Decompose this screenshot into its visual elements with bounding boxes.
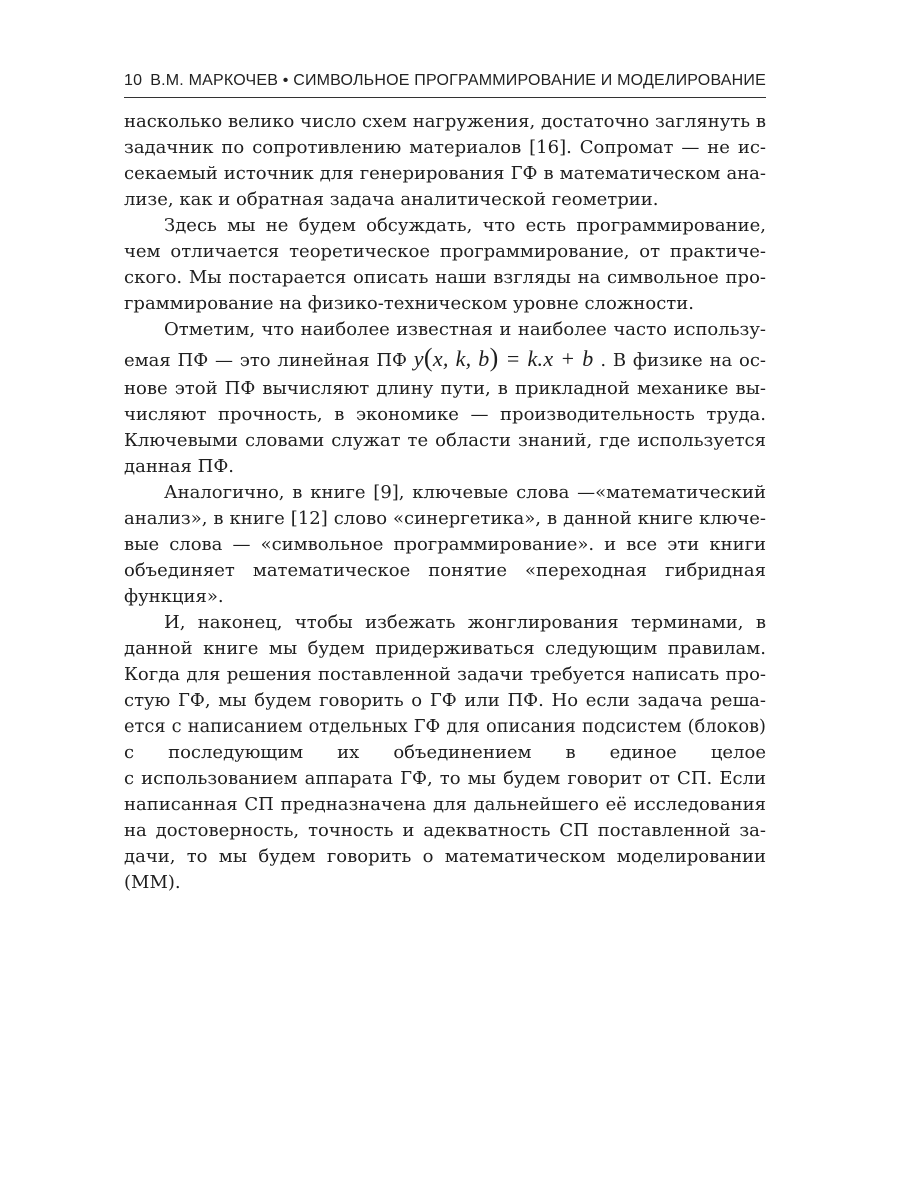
page-number: 10 xyxy=(124,72,143,89)
paragraph-3 xyxy=(124,317,766,480)
text-line: функция». xyxy=(124,586,224,607)
formula-args: x, k, b xyxy=(432,346,490,371)
formula-paren-close: ) xyxy=(489,343,499,372)
text-line: с использованием аппарата ГФ, то мы будем говорит от СП. Если xyxy=(124,768,766,789)
text-line: написанная СП предназначена для дальнейшего её исследования xyxy=(124,794,766,815)
text-line: насколько велико число схем нагружения, достаточно заглянуть в xyxy=(124,111,766,132)
text-line: данная ПФ. xyxy=(124,456,234,477)
formula-lhs: y xyxy=(413,346,424,371)
text-line: нове этой ПФ вычисляют длину пути, в прикладной механике вы- xyxy=(124,378,766,399)
text-line-with-formula xyxy=(124,343,766,376)
text-line: объединяет математическое понятие «переходная гибридная xyxy=(124,560,766,581)
text-line: вые слова — «символьное программирование». и все эти книги xyxy=(124,534,766,555)
linear-function-formula xyxy=(413,343,594,372)
text-line: с последующим их объединением в единое целое xyxy=(124,742,766,763)
text-line: на достоверность, точность и адекватность СП поставленной за- xyxy=(124,820,766,841)
text-line: секаемый источник для генерирования ГФ в математическом ана- xyxy=(124,163,766,184)
header-rule xyxy=(124,97,766,98)
text-line: анализ», в книге [12] слово «синергетика», в данной книге ключе- xyxy=(124,508,766,529)
text-line: Когда для решения поставленной задачи требуется написать про- xyxy=(124,664,766,685)
text-line: И, наконец, чтобы избежать жонглирования терминами, в xyxy=(164,612,766,633)
formula-paren-open: ( xyxy=(423,343,433,372)
formula-rhs: = k.x + b xyxy=(505,346,594,371)
text-line: лизе, как и обратная задача аналитической геометрии. xyxy=(124,189,659,210)
text-line: (ММ). xyxy=(124,872,181,893)
text-line: ется с написанием отдельных ГФ для описания подсистем (блоков) xyxy=(124,716,766,737)
text-line: данной книге мы будем придерживаться следующим правилам. xyxy=(124,638,766,659)
text-line: Ключевыми словами служат те области знаний, где используется xyxy=(124,430,766,451)
text-line: числяют прочность, в экономике — производительность труда. xyxy=(124,404,766,425)
text-line: граммирование на физико-техническом уровне сложности. xyxy=(124,293,694,314)
text-line: ского. Мы постарается описать наши взгляды на символьное про- xyxy=(124,267,766,288)
running-header-title: В.М. МАРКОЧЕВ • СИМВОЛЬНОЕ ПРОГРАММИРОВАНИЕ И МОДЕЛИРОВАНИЕ xyxy=(150,72,766,89)
paragraph-2 xyxy=(124,213,766,317)
text-line: чем отличается теоретическое программирование, от практиче- xyxy=(124,241,766,262)
body-text xyxy=(124,109,766,896)
text-fragment: емая ПФ — это линейная ПФ xyxy=(124,350,407,371)
text-line: дачи, то мы будем говорить о математическом моделировании xyxy=(124,846,766,867)
running-header xyxy=(124,70,766,96)
text-line: Аналогично, в книге [9], ключевые слова —«математический xyxy=(164,482,766,503)
paragraph-4 xyxy=(124,480,766,610)
paragraph-1 xyxy=(124,109,766,213)
paragraph-5 xyxy=(124,610,766,896)
text-line: задачник по сопротивлению материалов [16]. Сопромат — не ис- xyxy=(124,137,766,158)
text-line: стую ГФ, мы будем говорить о ГФ или ПФ. Но если задача реша- xyxy=(124,690,766,711)
text-line: Отметим, что наиболее известная и наиболее часто использу- xyxy=(164,319,766,340)
text-line: Здесь мы не будем обсуждать, что есть программирование, xyxy=(164,215,766,236)
text-fragment: . В физике на ос- xyxy=(600,350,766,371)
